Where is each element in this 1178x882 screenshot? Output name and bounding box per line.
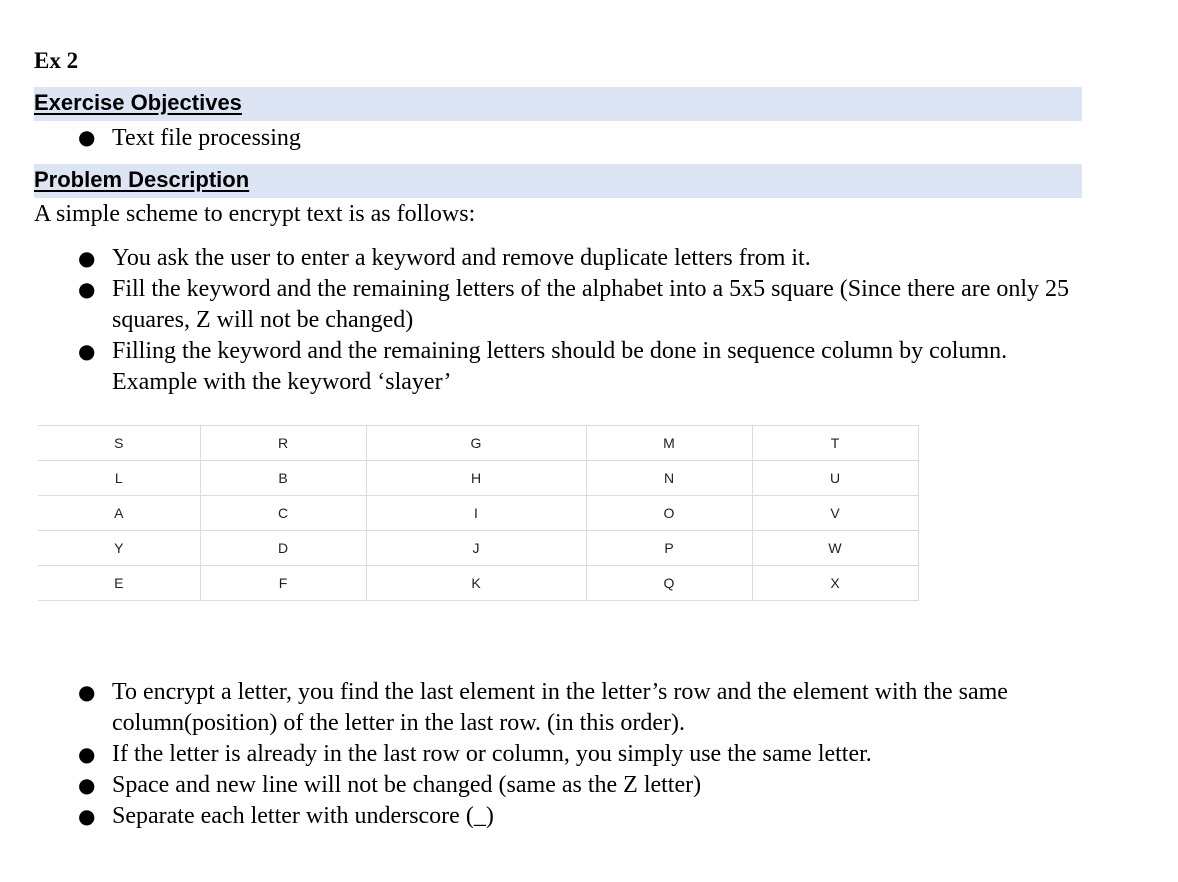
rules-list-before-table: [34, 243, 1094, 398]
list-item-text: If the letter is already in the last row or column, you simply use the same letter.: [112, 741, 872, 767]
exercise-title: Ex 2: [34, 48, 79, 73]
list-item: [34, 122, 1082, 154]
table-cell: T: [752, 426, 918, 461]
table-cell: J: [366, 531, 586, 566]
table-cell: Y: [38, 531, 200, 566]
table-cell: B: [200, 461, 366, 496]
table-cell: N: [586, 461, 752, 496]
problem-heading: Problem Description: [34, 167, 250, 192]
table-row: [38, 461, 918, 496]
list-item: [34, 336, 1094, 398]
bullet-icon: ●: [78, 680, 96, 704]
cipher-square-table: [38, 425, 919, 601]
table-cell: X: [752, 566, 918, 601]
table-cell: H: [366, 461, 586, 496]
table-cell: S: [38, 426, 200, 461]
table-row: [38, 531, 918, 566]
list-item-text: Text file processing: [112, 125, 301, 151]
objectives-heading: Exercise Objectives: [34, 90, 242, 115]
table-cell: G: [366, 426, 586, 461]
objectives-list: [34, 122, 1082, 154]
problem-intro: A simple scheme to encrypt text is as follows:: [34, 201, 476, 227]
list-item: [34, 677, 1094, 739]
table-cell: R: [200, 426, 366, 461]
list-item-text: Fill the keyword and the remaining letters of the alphabet into a 5x5 square (Since there are only 25 squares, Z will not be changed): [112, 276, 1070, 333]
table-cell: O: [586, 496, 752, 531]
list-item-text: Separate each letter with underscore (_): [112, 803, 494, 829]
bullet-icon: ●: [78, 246, 96, 270]
table-cell: K: [366, 566, 586, 601]
bullet-icon: ●: [78, 277, 96, 301]
bullet-icon: ●: [78, 773, 96, 797]
table-row: [38, 566, 918, 601]
bullet-icon: ●: [78, 339, 96, 363]
table-cell: A: [38, 496, 200, 531]
table-cell: Q: [586, 566, 752, 601]
table-cell: C: [200, 496, 366, 531]
list-item: [34, 274, 1094, 336]
table-cell: D: [200, 531, 366, 566]
table-cell: U: [752, 461, 918, 496]
bullet-icon: ●: [78, 804, 96, 828]
table-row: [38, 426, 918, 461]
list-item: [34, 739, 1094, 770]
list-item: [34, 243, 1094, 274]
list-item: [34, 770, 1094, 801]
list-item-text: Space and new line will not be changed (same as the Z letter): [112, 772, 702, 798]
table-cell: P: [586, 531, 752, 566]
table-cell: V: [752, 496, 918, 531]
rules-list-after-table: [34, 677, 1094, 832]
list-item: [34, 801, 1094, 832]
list-item-text: You ask the user to enter a keyword and remove duplicate letters from it.: [112, 245, 811, 271]
bullet-icon: ●: [78, 742, 96, 766]
table-cell: W: [752, 531, 918, 566]
list-item-text: To encrypt a letter, you find the last element in the letter’s row and the element with the same column(position) of the letter in the last row. (in this order).: [112, 679, 1008, 736]
list-item-text: Filling the keyword and the remaining letters should be done in sequence column by column. Example with the keyword ‘slayer’: [112, 338, 1008, 395]
table-cell: E: [38, 566, 200, 601]
table-cell: I: [366, 496, 586, 531]
table-row: [38, 496, 918, 531]
table-cell: L: [38, 461, 200, 496]
table-cell: F: [200, 566, 366, 601]
table-cell: M: [586, 426, 752, 461]
bullet-icon: ●: [78, 125, 96, 149]
